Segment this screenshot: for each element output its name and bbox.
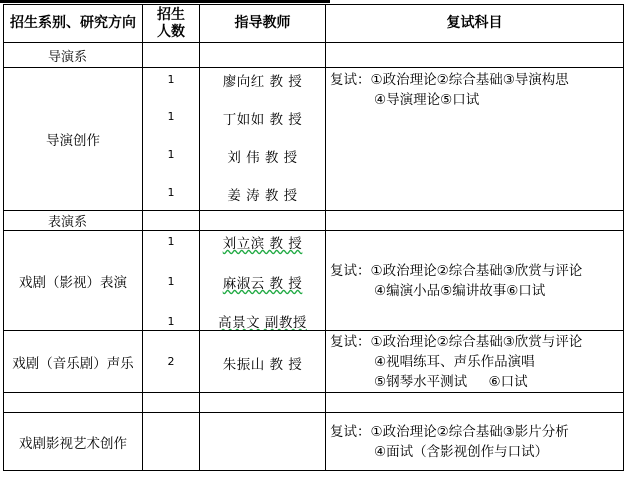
major-drama-acting: 戏剧（影视）表演 <box>4 231 143 331</box>
subject-line: ④编演小品⑤编讲故事⑥口试 <box>374 282 546 299</box>
section-row-directing <box>4 43 624 68</box>
table-row <box>4 331 624 393</box>
subjects-film-art-creation <box>326 413 624 471</box>
teacher-name: 高景文 副教授 <box>218 315 307 331</box>
admission-table <box>3 4 624 471</box>
count-cell <box>143 331 200 393</box>
major-directing-creation: 导演创作 <box>4 68 143 211</box>
count-cell <box>143 68 200 211</box>
count-value: 1 <box>167 275 175 288</box>
subject-line: ④视唱练耳、声乐作品演唱 <box>374 353 535 370</box>
top-border-fragment <box>0 0 330 3</box>
teacher-name: 丁如如 教 授 <box>222 112 303 128</box>
teacher-name: 朱振山 教 授 <box>222 357 303 373</box>
subject-line: ④面试（含影视创作与口试） <box>374 443 549 460</box>
section-acting: 表演系 <box>4 211 143 231</box>
count-value: 1 <box>167 186 175 199</box>
teacher-name: 刘立滨 教 授 <box>222 236 303 252</box>
subject-line: 复试：①政治理论②综合基础③欣赏与评论 <box>330 262 583 279</box>
section-directing: 导演系 <box>4 43 143 68</box>
teacher-cell <box>200 68 326 211</box>
subject-line: ⑤钢琴水平测试 ⑥口试 <box>374 373 528 390</box>
header-count-line1: 招生 <box>157 6 185 23</box>
subject-line: 复试：①政治理论②综合基础③欣赏与评论 <box>330 333 583 350</box>
teacher-cell <box>200 231 326 331</box>
subjects-directing-creation <box>326 68 624 211</box>
header-count <box>143 5 200 43</box>
subject-line: ④导演理论⑤口试 <box>374 92 480 108</box>
teacher-name: 麻淑云 教 授 <box>222 276 303 292</box>
header-count-line2: 人数 <box>157 23 185 40</box>
count-value: 2 <box>167 355 175 368</box>
header-row <box>4 5 624 43</box>
major-film-art-creation: 戏剧影视艺术创作 <box>4 413 143 471</box>
major-musical-vocal: 戏剧（音乐剧）声乐 <box>4 331 143 393</box>
subject-line: 复试：①政治理论②综合基础③导演构思 <box>330 72 569 88</box>
count-value: 1 <box>167 148 175 161</box>
teacher-name: 刘 伟 教 授 <box>227 150 298 166</box>
teacher-name: 姜 涛 教 授 <box>227 188 298 204</box>
teacher-cell <box>200 331 326 393</box>
section-row-acting <box>4 211 624 231</box>
header-subjects: 复试科目 <box>326 5 624 43</box>
header-major: 招生系别、研究方向 <box>4 5 143 43</box>
count-value: 1 <box>167 315 175 328</box>
count-value: 1 <box>167 235 175 248</box>
teacher-name: 廖向红 教 授 <box>222 74 303 90</box>
subjects-musical-vocal <box>326 331 624 393</box>
subject-line: 复试：①政治理论②综合基础③影片分析 <box>330 423 569 440</box>
subjects-drama-acting <box>326 231 624 331</box>
count-value: 1 <box>167 110 175 123</box>
count-value: 1 <box>167 73 175 86</box>
table-row <box>4 413 624 471</box>
blank-row <box>4 393 624 413</box>
header-teacher: 指导教师 <box>200 5 326 43</box>
table-row <box>4 68 624 211</box>
count-cell <box>143 231 200 331</box>
table-row <box>4 231 624 331</box>
